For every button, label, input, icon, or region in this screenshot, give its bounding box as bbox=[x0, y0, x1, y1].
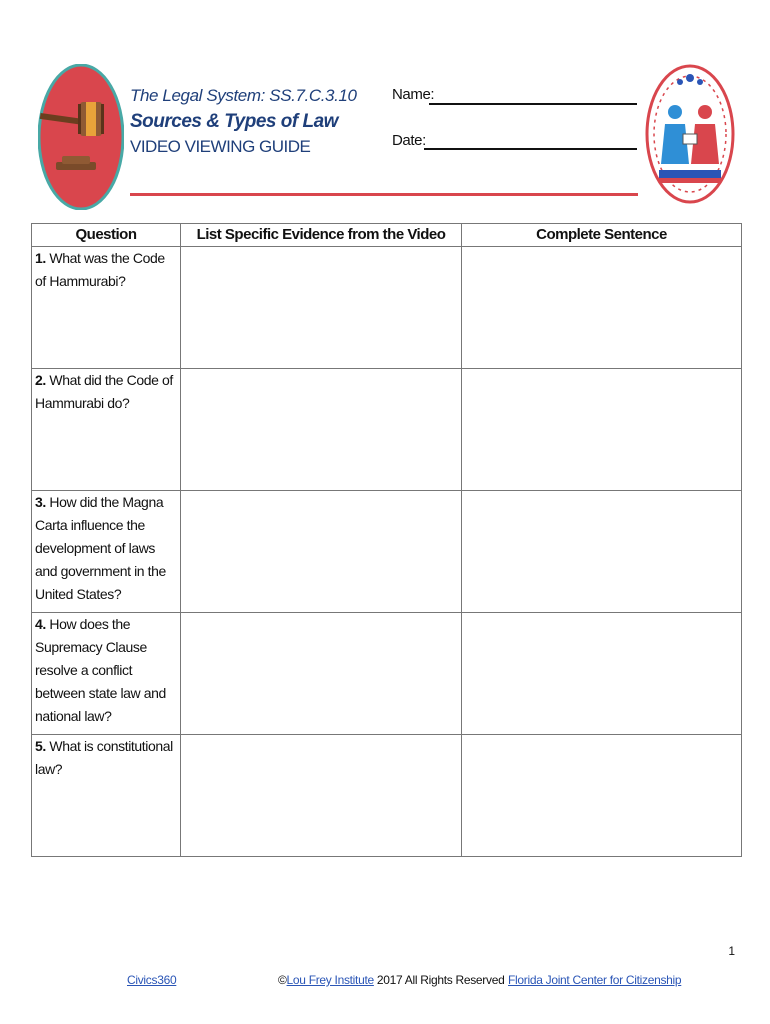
evidence-cell[interactable] bbox=[181, 735, 462, 857]
table-row bbox=[32, 247, 742, 369]
sentence-cell[interactable] bbox=[462, 369, 742, 491]
rights-text: 2017 All Rights Reserved bbox=[373, 973, 505, 987]
civics360-link[interactable]: Civics360 bbox=[127, 973, 177, 987]
question-cell bbox=[32, 613, 181, 735]
table-row bbox=[32, 613, 742, 735]
table-row bbox=[32, 369, 742, 491]
question-number: 1. bbox=[35, 250, 46, 266]
question-text: What is constitutional law? bbox=[35, 738, 173, 777]
header-evidence: List Specific Evidence from the Video bbox=[181, 224, 462, 247]
evidence-cell[interactable] bbox=[181, 491, 462, 613]
civics-seal-icon bbox=[645, 64, 735, 204]
copyright-notice bbox=[278, 973, 504, 987]
evidence-cell[interactable] bbox=[181, 613, 462, 735]
table-row bbox=[32, 735, 742, 857]
sentence-cell[interactable] bbox=[462, 613, 742, 735]
guide-subtitle: VIDEO VIEWING GUIDE bbox=[130, 137, 311, 156]
lesson-standard: The Legal System: SS.7.C.3.10 bbox=[130, 86, 357, 105]
header-divider bbox=[130, 193, 638, 196]
gavel-icon bbox=[38, 64, 124, 210]
question-text: How did the Magna Carta influence the development of laws and government in the United States? bbox=[35, 494, 166, 602]
sentence-cell[interactable] bbox=[462, 491, 742, 613]
date-label: Date: bbox=[392, 132, 426, 149]
question-number: 2. bbox=[35, 372, 46, 388]
sentence-cell[interactable] bbox=[462, 247, 742, 369]
evidence-cell[interactable] bbox=[181, 369, 462, 491]
header-question: Question bbox=[32, 224, 181, 247]
question-cell bbox=[32, 735, 181, 857]
fjcc-link[interactable]: Florida Joint Center for Citizenship bbox=[508, 973, 682, 987]
question-cell bbox=[32, 491, 181, 613]
page-number: 1 bbox=[728, 944, 735, 958]
question-text: What did the Code of Hammurabi do? bbox=[35, 372, 173, 411]
question-text: What was the Code of Hammurabi? bbox=[35, 250, 165, 289]
question-number: 5. bbox=[35, 738, 46, 754]
copyright-symbol: © bbox=[278, 973, 287, 987]
question-number: 4. bbox=[35, 616, 46, 632]
header-sentence: Complete Sentence bbox=[462, 224, 742, 247]
question-text: How does the Supremacy Clause resolve a conflict between state law and national law? bbox=[35, 616, 166, 724]
title-block bbox=[130, 86, 357, 157]
name-field[interactable] bbox=[429, 103, 637, 105]
viewing-guide-table bbox=[31, 223, 742, 857]
sentence-cell[interactable] bbox=[462, 735, 742, 857]
evidence-cell[interactable] bbox=[181, 247, 462, 369]
question-number: 3. bbox=[35, 494, 46, 510]
table-row bbox=[32, 491, 742, 613]
date-field[interactable] bbox=[424, 148, 637, 150]
question-cell bbox=[32, 369, 181, 491]
lou-frey-link[interactable]: Lou Frey Institute bbox=[286, 973, 374, 987]
lesson-title: Sources & Types of Law bbox=[130, 111, 338, 132]
table-header-row bbox=[32, 224, 742, 247]
name-label: Name: bbox=[392, 86, 435, 103]
question-cell bbox=[32, 247, 181, 369]
